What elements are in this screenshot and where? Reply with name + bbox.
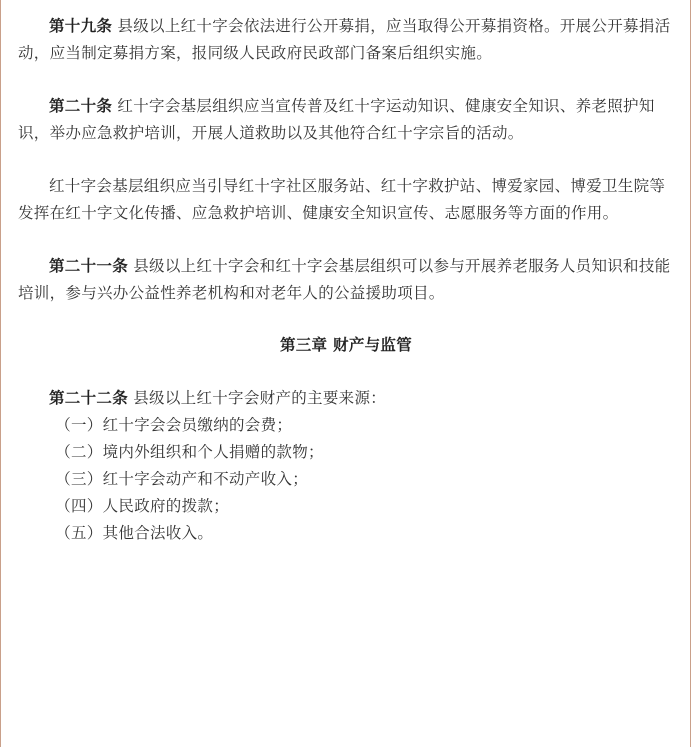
- list-item: （五）其他合法收入。: [55, 524, 214, 542]
- article-text: 县级以上红十字会和红十字会基层组织可以参与开展养老服务人员知识和技能培训，参与兴办公益性养老机构和对老年人的公益援助项目。: [18, 257, 671, 302]
- article-19: [18, 13, 674, 67]
- article-number: 第二十二条: [49, 389, 129, 407]
- document-body: [18, 13, 674, 547]
- article-text: 县级以上红十字会财产的主要来源：: [128, 389, 387, 407]
- chapter-title: 第三章 财产与监管: [279, 336, 413, 354]
- article-20: [18, 93, 674, 147]
- article-22: [18, 385, 674, 412]
- article-text: 县级以上红十字会依法进行公开募捐，应当取得公开募捐资格。开展公开募捐活动，应当制定募捐方案，报同级人民政府民政部门备案后组织实施。: [18, 17, 671, 62]
- article-21: [18, 253, 674, 307]
- article-number: 第十九条: [49, 17, 113, 35]
- list-item: （四）人民政府的拨款；: [55, 497, 229, 515]
- article-text: 红十字会基层组织应当引导红十字社区服务站、红十字救护站、博爱家园、博爱卫生院等发挥在红十字文化传播、应急救护培训、健康安全知识宣传、志愿服务等方面的作用。: [18, 177, 666, 222]
- list-item: （一）红十字会会员缴纳的会费；: [55, 416, 293, 434]
- list-item: （二）境内外组织和个人捐赠的款物；: [55, 443, 324, 461]
- article-number: 第二十一条: [49, 257, 129, 275]
- article-20-paragraph-2: [18, 173, 674, 227]
- list-item: （三）红十字会动产和不动产收入；: [55, 470, 308, 488]
- article-text: 红十字会基层组织应当宣传普及红十字运动知识、健康安全知识、养老照护知识，举办应急救护培训，开展人道救助以及其他符合红十字宗旨的活动。: [18, 97, 655, 142]
- article-number: 第二十条: [49, 97, 113, 115]
